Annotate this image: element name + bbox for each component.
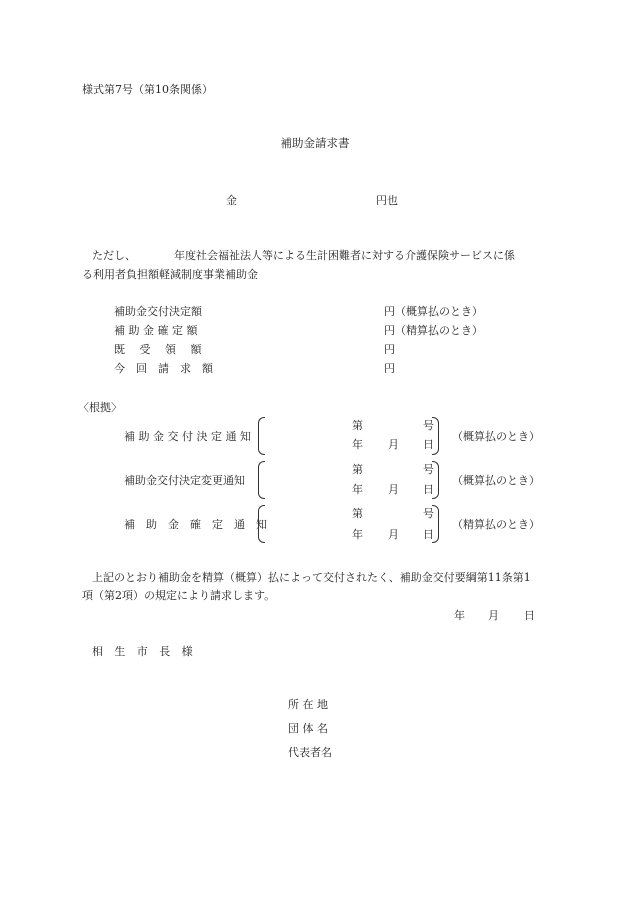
applicant-address-label: 所 在 地: [288, 698, 328, 711]
body-line1-start: ただし、: [92, 249, 136, 262]
date-nen: 年: [352, 528, 363, 541]
form-number: 様式第7号（第10条関係）: [82, 83, 213, 96]
amount-label: 今 回 請 求 額: [114, 362, 213, 375]
right-bracket: [432, 461, 439, 499]
request-date-hi: 日: [524, 609, 535, 622]
conclusion-line2: 項（第2項）の規定により請求します。: [82, 589, 276, 602]
basis-label: 補 助 金 交 付 決 定 通 知: [124, 430, 251, 443]
amount-unit: 円（精算払のとき）: [384, 324, 483, 337]
date-nen: 年: [352, 483, 363, 496]
request-date-tsuki: 月: [488, 609, 499, 622]
amount-label: 既 受 領 額: [114, 343, 202, 356]
body-line2: る利用者負担額軽減制度事業補助金: [82, 268, 258, 281]
amount-label: 補助金交付決定額: [114, 305, 202, 318]
basis-note: （概算払のとき）: [452, 430, 540, 443]
conclusion-line1: 上記のとおり補助金を精算（概算）払によって交付されたく、補助金交付要綱第11条第1: [92, 571, 531, 584]
request-date-nen: 年: [454, 609, 465, 622]
number-dai: 第: [352, 507, 363, 520]
applicant-rep-label: 代表者名: [288, 746, 332, 759]
left-bracket: [258, 461, 265, 499]
body-line1-rest: 年度社会福祉法人等による生計困難者に対する介護保険サービスに係: [174, 249, 515, 262]
addressee: 相 生 市 長 様: [92, 645, 193, 658]
basis-note: （概算払のとき）: [452, 474, 540, 487]
date-hi: 日: [423, 438, 434, 451]
basis-note: （精算払のとき）: [452, 518, 540, 531]
amount-suffix: 円也: [376, 194, 398, 207]
amount-prefix: 金: [226, 194, 237, 207]
basis-label: 補 助 金 確 定 通 知: [124, 518, 267, 531]
date-tsuki: 月: [388, 483, 399, 496]
right-bracket: [432, 505, 439, 543]
number-go: 号: [423, 463, 434, 476]
amount-unit: 円: [384, 362, 395, 375]
number-go: 号: [423, 419, 434, 432]
amount-unit: 円: [384, 343, 395, 356]
left-bracket: [258, 417, 265, 455]
basis-heading: 〈根拠〉: [78, 401, 122, 414]
date-hi: 日: [423, 528, 434, 541]
date-nen: 年: [352, 438, 363, 451]
amount-label: 補 助 金 確 定 額: [114, 324, 198, 337]
date-hi: 日: [423, 483, 434, 496]
date-tsuki: 月: [388, 528, 399, 541]
applicant-org-label: 団 体 名: [288, 722, 328, 735]
right-bracket: [432, 417, 439, 455]
document-title: 補助金請求書: [280, 136, 350, 150]
number-dai: 第: [352, 463, 363, 476]
amount-unit: 円（概算払のとき）: [384, 305, 483, 318]
basis-label: 補助金交付決定変更通知: [124, 474, 245, 487]
number-dai: 第: [352, 419, 363, 432]
date-tsuki: 月: [388, 438, 399, 451]
number-go: 号: [423, 507, 434, 520]
left-bracket: [258, 505, 265, 543]
